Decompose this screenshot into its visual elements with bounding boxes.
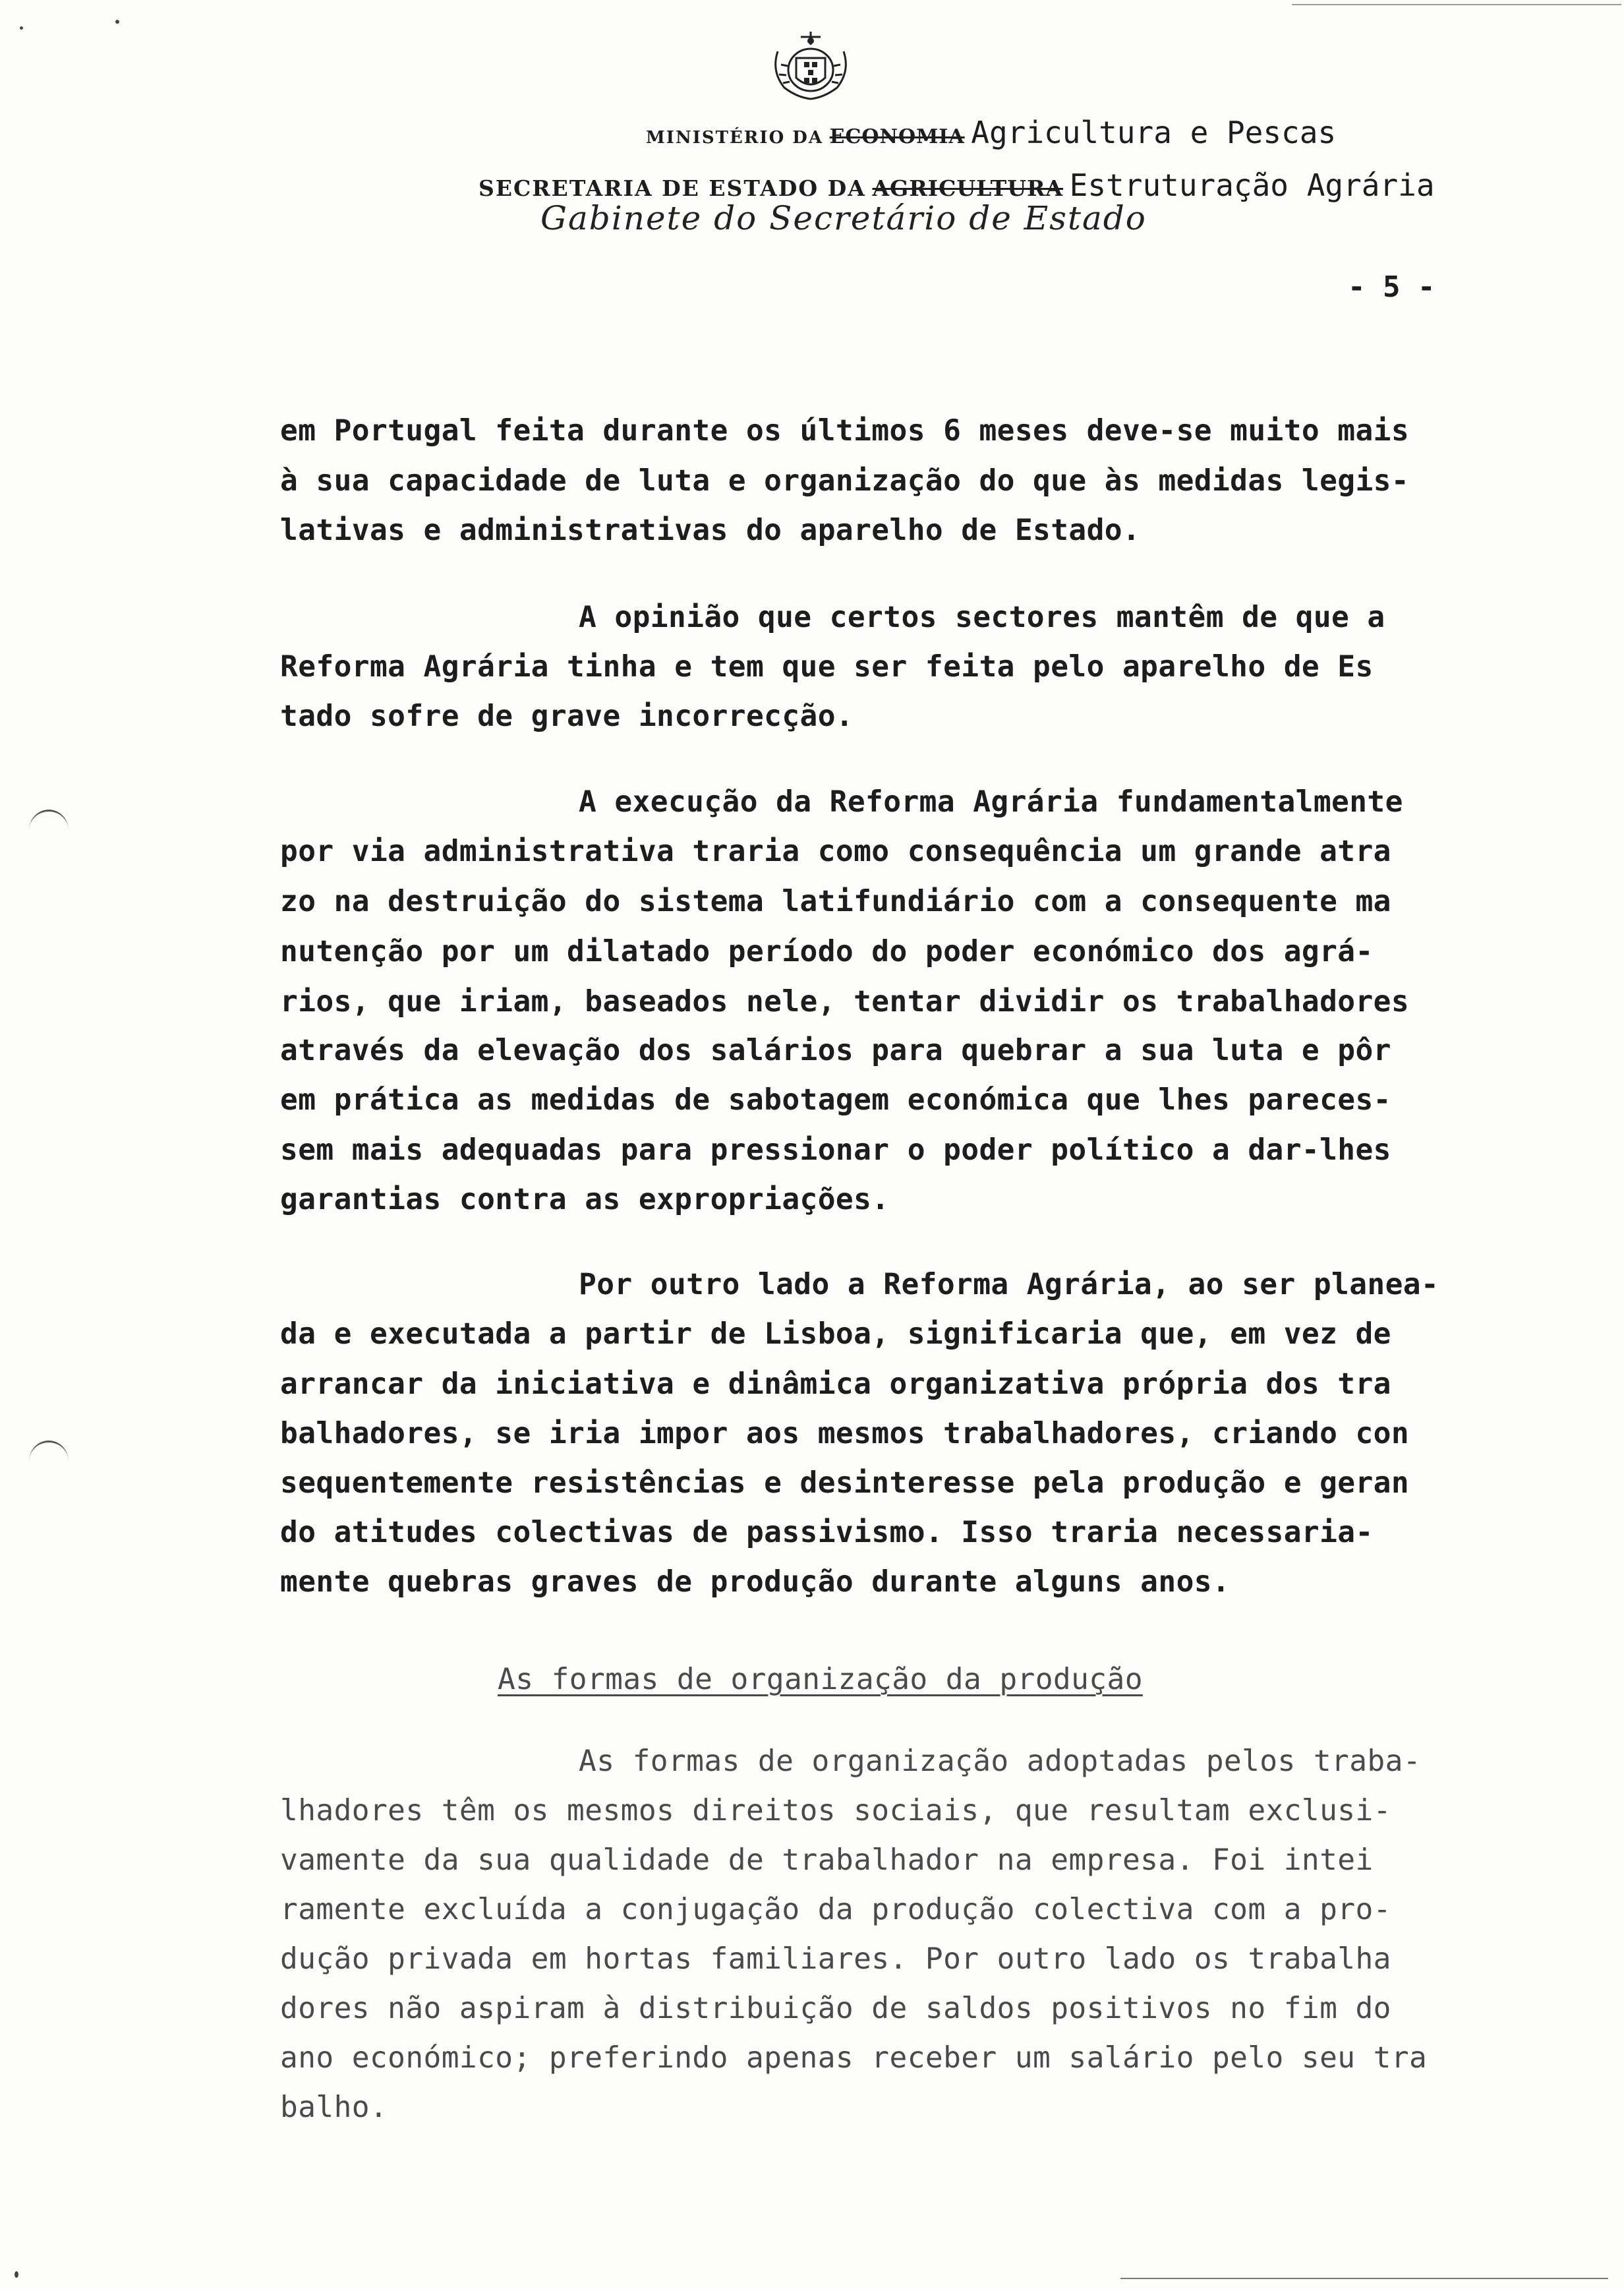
- coat-of-arms-emblem: [765, 25, 857, 104]
- body-line: através da elevação dos salários para quebrar a sua luta e pôr: [280, 1034, 1391, 1067]
- body-line: mente quebras graves de produção durante alguns anos.: [280, 1565, 1231, 1599]
- body-line: ano económico; preferindo apenas receber um salário pelo seu tra: [280, 2041, 1428, 2075]
- ministry-prefix: MINISTÉRIO DA: [646, 128, 824, 148]
- body-line: em prática as medidas de sabotagem económica que lhes pareces-: [280, 1083, 1391, 1117]
- office-handwritten-line: Gabinete do Secretário de Estado: [540, 199, 1147, 237]
- body-line: balho.: [280, 2091, 388, 2124]
- ministry-name: Agricultura e Pescas: [971, 115, 1337, 150]
- ministry-struck-text: ECONOMIA: [829, 125, 965, 148]
- secretariat-struck-text: AGRICULTURA: [872, 175, 1064, 201]
- body-line: lativas e administrativas do aparelho de Estado.: [280, 514, 1141, 547]
- top-edge-line: [1292, 4, 1621, 5]
- body-line: garantias contra as expropriações.: [280, 1183, 890, 1216]
- body-line: A execução da Reforma Agrária fundamentalmente: [579, 785, 1403, 819]
- secretariat-name: Estruturação Agrária: [1069, 167, 1435, 203]
- body-line: dores não aspiram à distribuição de saldos positivos no fim do: [280, 1992, 1391, 2025]
- page-number: - 5 -: [1348, 270, 1436, 304]
- body-line: lhadores têm os mesmos direitos sociais, que resultam exclusi-: [280, 1794, 1391, 1828]
- body-line: Por outro lado a Reforma Agrária, ao ser planea-: [579, 1268, 1439, 1301]
- body-line: nutenção por um dilatado período do poder económico dos agrá-: [280, 935, 1374, 968]
- body-line: por via administrativa traria como consequência um grande atra: [280, 835, 1391, 868]
- body-line: Reforma Agrária tinha e tem que ser feita pelo aparelho de Es: [280, 650, 1374, 684]
- bottom-edge-line: [1120, 2278, 1608, 2279]
- body-line: vamente da sua qualidade de trabalhador na empresa. Foi intei: [280, 1843, 1374, 1877]
- secretariat-prefix: SECRETARIA DE ESTADO DA: [478, 175, 866, 201]
- punch-hole-mark: [29, 1441, 69, 1482]
- body-line: rios, que iriam, baseados nele, tentar dividir os trabalhadores: [280, 985, 1410, 1019]
- scan-speck: [115, 20, 119, 24]
- body-line: arrancar da iniciativa e dinâmica organizativa própria dos tra: [280, 1367, 1391, 1401]
- body-line: ramente excluída a conjugação da produção colectiva com a pro-: [280, 1893, 1391, 1926]
- body-line: sem mais adequadas para pressionar o poder político a dar-lhes: [280, 1133, 1391, 1167]
- body-line: sequentemente resistências e desinteresse pela produção e geran: [280, 1466, 1410, 1500]
- scan-speck: [20, 26, 23, 30]
- body-line: As formas de organização adoptadas pelos traba-: [579, 1744, 1421, 1778]
- body-line: dução privada em hortas familiares. Por outro lado os trabalha: [280, 1942, 1391, 1976]
- body-line: tado sofre de grave incorrecção.: [280, 699, 854, 733]
- scan-speck: [14, 2271, 18, 2278]
- body-line: da e executada a partir de Lisboa, significaria que, em vez de: [280, 1317, 1391, 1351]
- body-line: balhadores, se iria impor aos mesmos trabalhadores, criando con: [280, 1417, 1410, 1450]
- body-line: do atitudes colectivas de passivismo. Isso traria necessaria-: [280, 1516, 1374, 1549]
- punch-hole-mark: [29, 810, 69, 851]
- secretariat-header: [478, 167, 1435, 203]
- body-line: zo na destruição do sistema latifundiário com a consequente ma: [280, 885, 1391, 918]
- body-line: em Portugal feita durante os últimos 6 meses deve-se muito mais: [280, 414, 1410, 448]
- body-line: à sua capacidade de luta e organização do que às medidas legis-: [280, 464, 1410, 498]
- section-heading: As formas de organização da produção: [498, 1663, 1143, 1696]
- ministry-header: [646, 117, 1336, 148]
- body-line: A opinião que certos sectores mantêm de que a: [579, 601, 1385, 634]
